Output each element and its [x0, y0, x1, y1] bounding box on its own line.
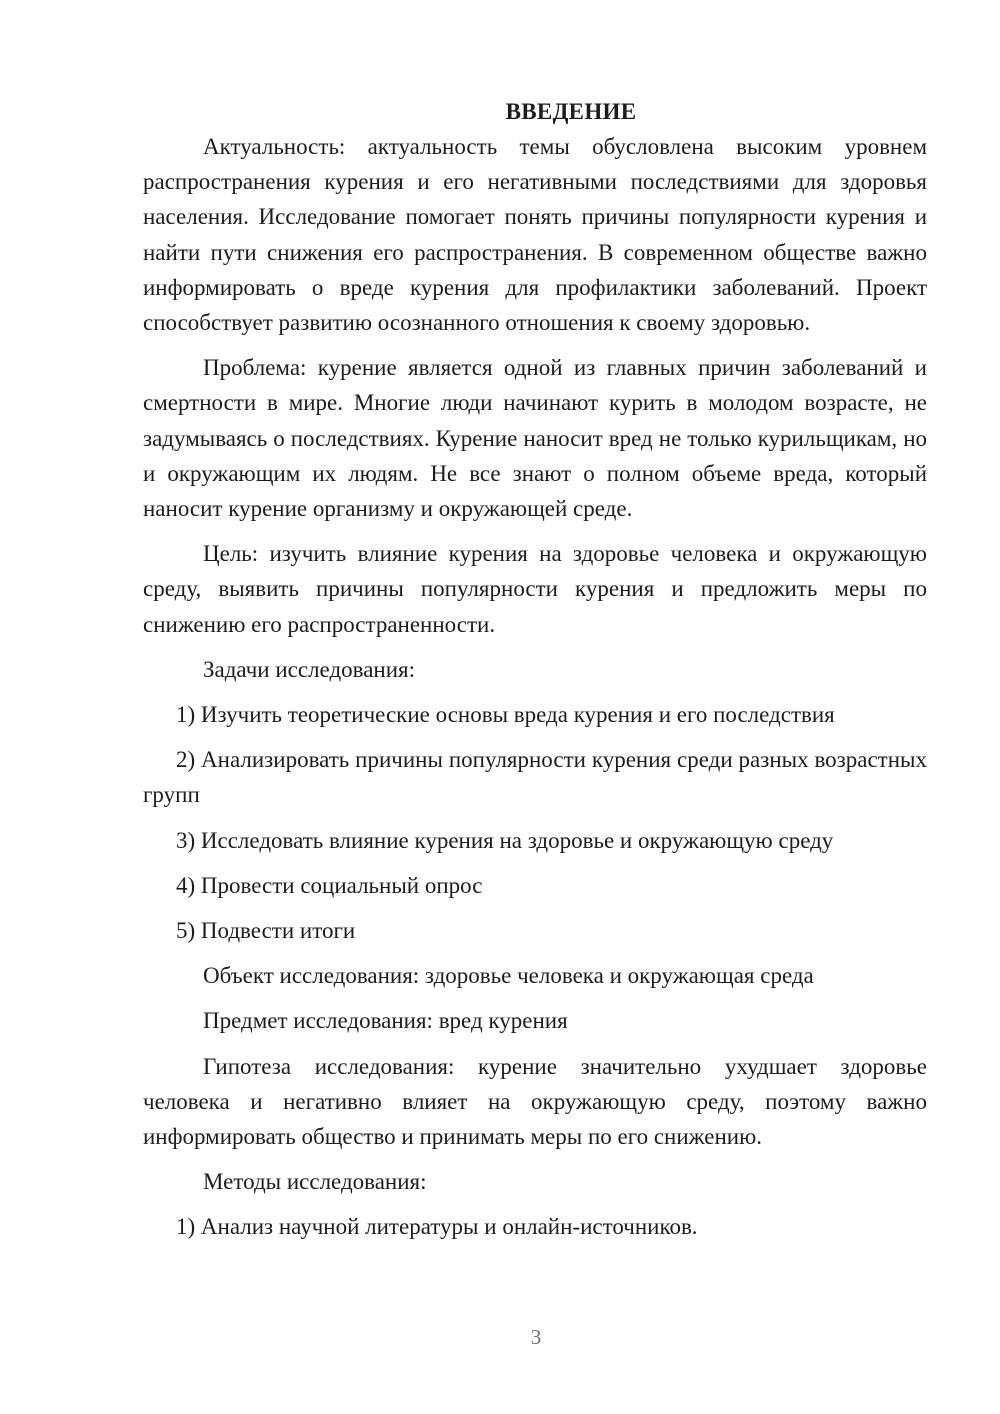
task-item-5: 5) Подвести итоги	[176, 918, 356, 944]
problem-paragraph: Проблема: курение является одной из главных причин заболеваний и смертности в мире. Многие люди начинают курить в молодом возрасте, не задумываясь о последствиях. Курение наносит вред не только курильщикам, но и окружающим их людям. Не все знают о полном объеме вреда, который наносит курение организму и окружающей среде.	[143, 355, 927, 522]
task-item-2: 2) Анализировать причины популярности курения среди разных возрастных групп	[143, 747, 927, 808]
page-number: 3	[530, 1325, 542, 1349]
object-paragraph: Объект исследования: здоровье человека и окружающая среда	[203, 963, 814, 989]
relevance-paragraph: Актуальность: актуальность темы обусловлена высоким уровнем распространения курения и его негативными последствиями для здоровья населения. Исследование помогает понять причины популярности курения и найти пути снижения его распространения. В современном обществе важно информировать о вреде курения для профилактики заболеваний. Проект способствует развитию осознанного отношения к своему здоровью.	[143, 134, 927, 336]
task-item-4: 4) Провести социальный опрос	[176, 872, 483, 898]
method-item-1: 1) Анализ научной литературы и онлайн-источников.	[176, 1214, 698, 1240]
tasks-heading: Задачи исследования:	[203, 656, 416, 682]
goal-paragraph: Цель: изучить влияние курения на здоровье человека и окружающую среду, выявить причины популярности курения и предложить меры по снижению его распространенности.	[143, 541, 927, 637]
hypothesis-paragraph: Гипотеза исследования: курение значительно ухудшает здоровье человека и негативно влияет на окружающую среду, поэтому важно информировать общество и принимать меры по его снижению.	[143, 1053, 927, 1150]
subject-paragraph: Предмет исследования: вред курения	[203, 1008, 568, 1034]
methods-heading: Методы исследования:	[203, 1169, 427, 1195]
page-title: ВВЕДЕНИЕ	[505, 99, 637, 124]
task-item-1: 1) Изучить теоретические основы вреда курения и его последствия	[176, 702, 835, 728]
task-item-3: 3) Исследовать влияние курения на здоровье и окружающую среду	[176, 827, 834, 853]
page-content	[143, 94, 927, 1245]
